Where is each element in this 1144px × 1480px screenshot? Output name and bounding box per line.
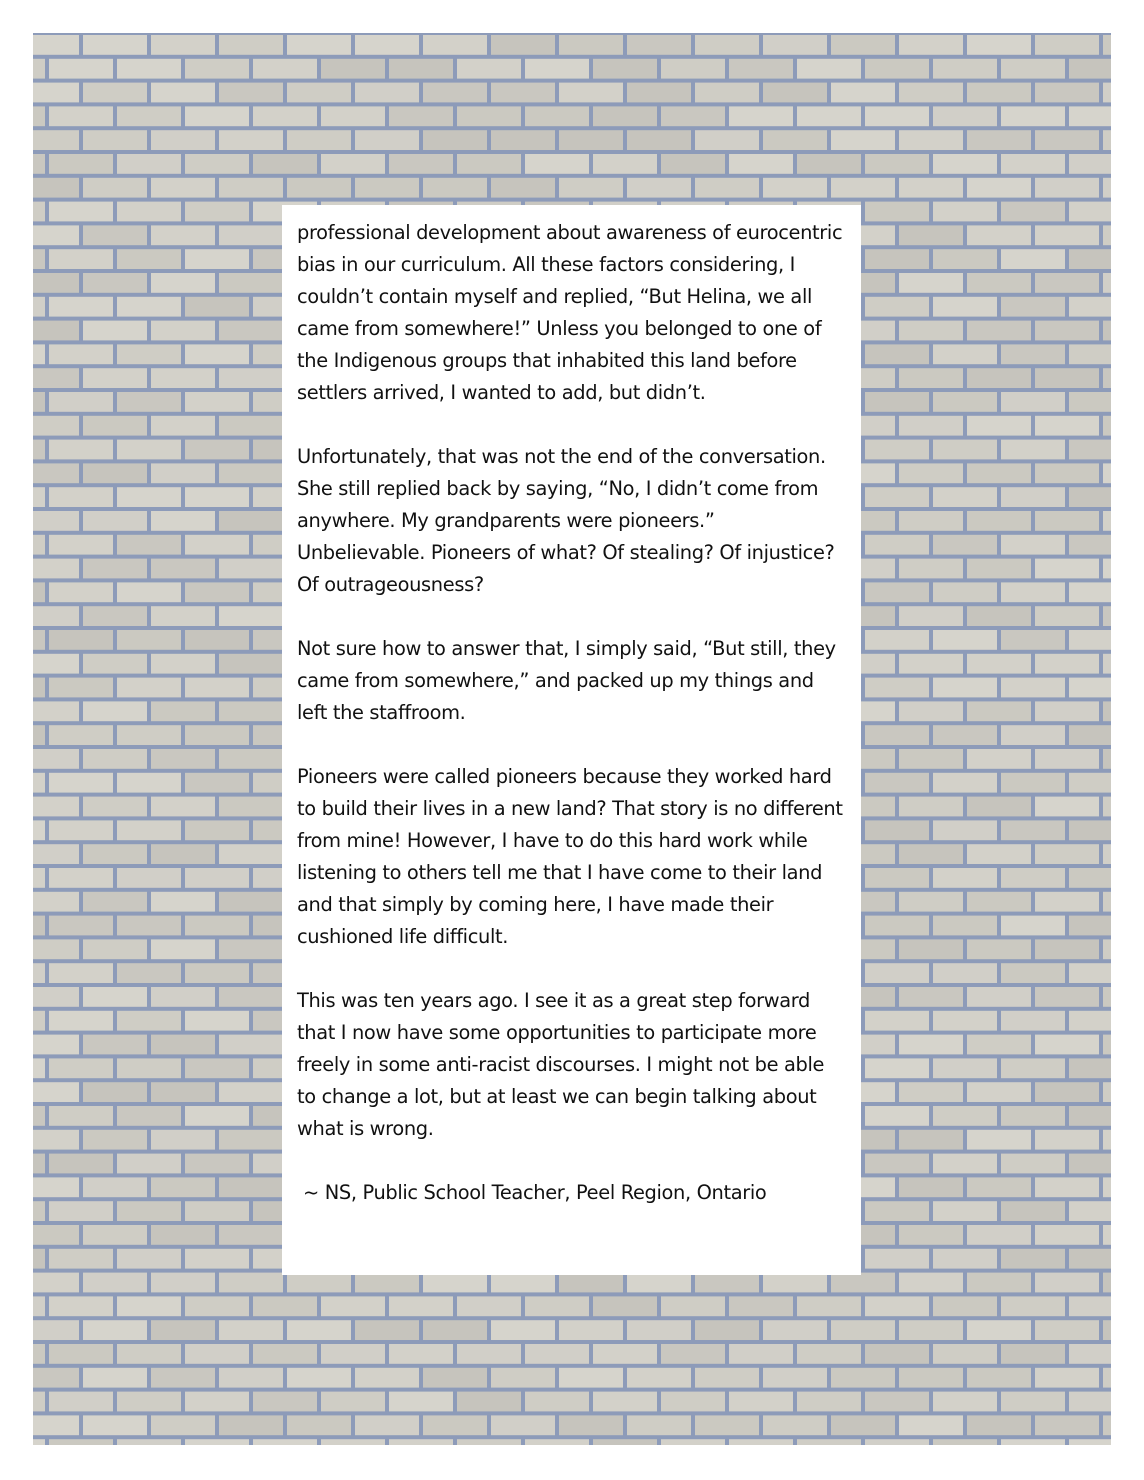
signature: ~ NS, Public School Teacher, Peel Region, Ontario <box>303 1181 767 1204</box>
paragraph-2: Unfortunately, that was not the end of the conversation. She still replied back by saying, “No, I didn’t come from anywhere. My grandparents were pioneers.” Unbelievable. Pioneers of what? Of stealing? Of injustice? Of outrageousness? <box>297 445 835 596</box>
text-panel <box>282 205 861 1275</box>
paragraph-1: professional development about awareness of eurocentric bias in our curriculum. All these factors considering, I couldn’t contain myself and replied, “But Helina, we all came from somewhere!” Unless you belonged to one of the Indigenous groups that inhabited this land before settlers arrived, I wanted to add, but didn’t. <box>297 221 843 404</box>
paragraph-3: Not sure how to answer that, I simply said, “But still, they came from somewhere,” and packed up my things and left the staffroom. <box>297 637 836 724</box>
paragraph-5: This was ten years ago. I see it as a great step forward that I now have some opportunities to participate more freely in some anti-racist discourses. I might not be able to change a lot, but at least we can begin talking about what is wrong. <box>297 989 825 1140</box>
paragraph-4: Pioneers were called pioneers because they worked hard to build their lives in a new land? That story is no different from mine! However, I have to do this hard work while listening to others tell me that I have come to their land and that simply by coming here, I have made their cushioned life difficult. <box>297 765 843 948</box>
